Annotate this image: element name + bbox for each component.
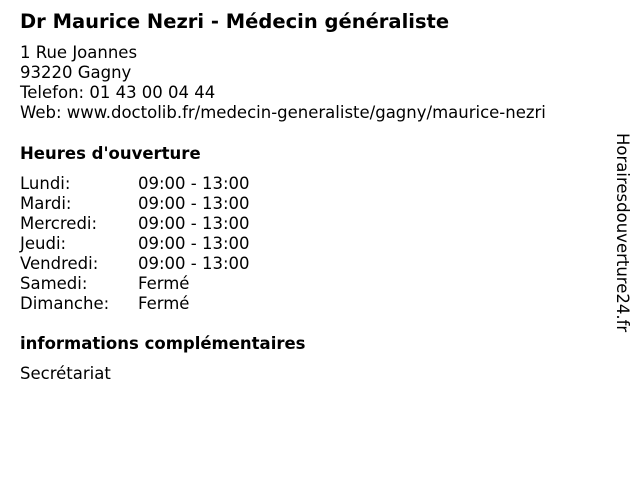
address-street: 1 Rue Joannes (20, 43, 138, 62)
time-value: 09:00 - 13:00 (138, 194, 250, 213)
hours-row-tuesday (20, 194, 250, 214)
time-value: 09:00 - 13:00 (138, 214, 250, 233)
hours-heading: Heures d'ouverture (20, 144, 201, 163)
day-label: Lundi: (20, 174, 71, 193)
hours-row-friday (20, 254, 250, 274)
phone-number: Telefon: 01 43 00 04 44 (20, 83, 216, 102)
address-block (20, 43, 546, 123)
time-value: Fermé (138, 274, 190, 293)
info-heading: informations complémentaires (20, 334, 306, 353)
hours-row-wednesday (20, 214, 250, 234)
hours-row-thursday (20, 234, 250, 254)
site-watermark: Horairesdouverture24.fr (613, 133, 632, 333)
day-label: Jeudi: (20, 234, 67, 253)
hours-table (20, 174, 250, 314)
page-title: Dr Maurice Nezri - Médecin généraliste (20, 10, 450, 33)
time-value: 09:00 - 13:00 (138, 254, 250, 273)
day-label: Mardi: (20, 194, 72, 213)
address-city: 93220 Gagny (20, 63, 132, 82)
time-value: Fermé (138, 294, 190, 313)
day-label: Dimanche: (20, 294, 110, 313)
day-label: Samedi: (20, 274, 88, 293)
day-label: Mercredi: (20, 214, 98, 233)
info-text: Secrétariat (20, 364, 111, 383)
hours-row-sunday (20, 294, 250, 314)
website: Web: www.doctolib.fr/medecin-generaliste/gagny/maurice-nezri (20, 103, 546, 122)
time-value: 09:00 - 13:00 (138, 174, 250, 193)
hours-row-monday (20, 174, 250, 194)
time-value: 09:00 - 13:00 (138, 234, 250, 253)
day-label: Vendredi: (20, 254, 99, 273)
hours-row-saturday (20, 274, 250, 294)
